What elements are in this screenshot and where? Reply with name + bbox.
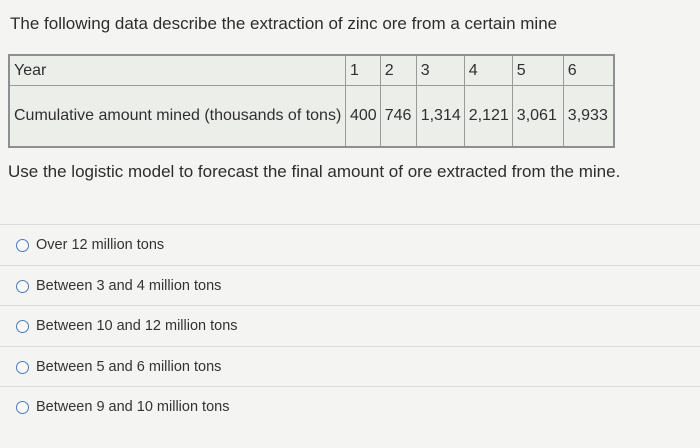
radio-button-icon[interactable] (16, 401, 29, 414)
row-header-year: Year (9, 55, 346, 86)
amount-cell: 1,314 (416, 86, 464, 148)
amount-cell: 3,061 (512, 86, 563, 148)
amount-cell: 2,121 (464, 86, 512, 148)
year-cell: 3 (416, 55, 464, 86)
year-cell: 2 (380, 55, 416, 86)
table-row-amount (9, 86, 614, 148)
table-row-year (9, 55, 614, 86)
data-table (8, 54, 615, 148)
radio-button-icon[interactable] (16, 361, 29, 374)
year-cell: 1 (346, 55, 381, 86)
answer-option[interactable] (0, 265, 700, 306)
amount-cell: 3,933 (563, 86, 614, 148)
amount-cell: 400 (346, 86, 381, 148)
radio-button-icon[interactable] (16, 280, 29, 293)
amount-cell: 746 (380, 86, 416, 148)
option-label[interactable]: Between 10 and 12 million tons (36, 318, 238, 334)
option-label[interactable]: Between 9 and 10 million tons (36, 399, 230, 415)
answer-option[interactable] (0, 224, 700, 265)
prompt-text: The following data describe the extraction of zinc ore from a certain mine (10, 14, 558, 33)
radio-button-icon[interactable] (16, 239, 29, 252)
option-label[interactable]: Over 12 million tons (36, 237, 165, 253)
answer-option[interactable] (0, 346, 700, 387)
year-cell: 6 (563, 55, 614, 86)
answer-option[interactable] (0, 305, 700, 346)
option-label[interactable]: Between 3 and 4 million tons (36, 278, 222, 294)
row-header-amount: Cumulative amount mined (thousands of tons) (9, 86, 346, 148)
year-cell: 5 (512, 55, 563, 86)
question-text: Use the logistic model to forecast the final amount of ore extracted from the mine. (8, 162, 621, 181)
radio-button-icon[interactable] (16, 320, 29, 333)
answer-option[interactable] (0, 386, 700, 427)
year-cell: 4 (464, 55, 512, 86)
option-label[interactable]: Between 5 and 6 million tons (36, 359, 222, 375)
